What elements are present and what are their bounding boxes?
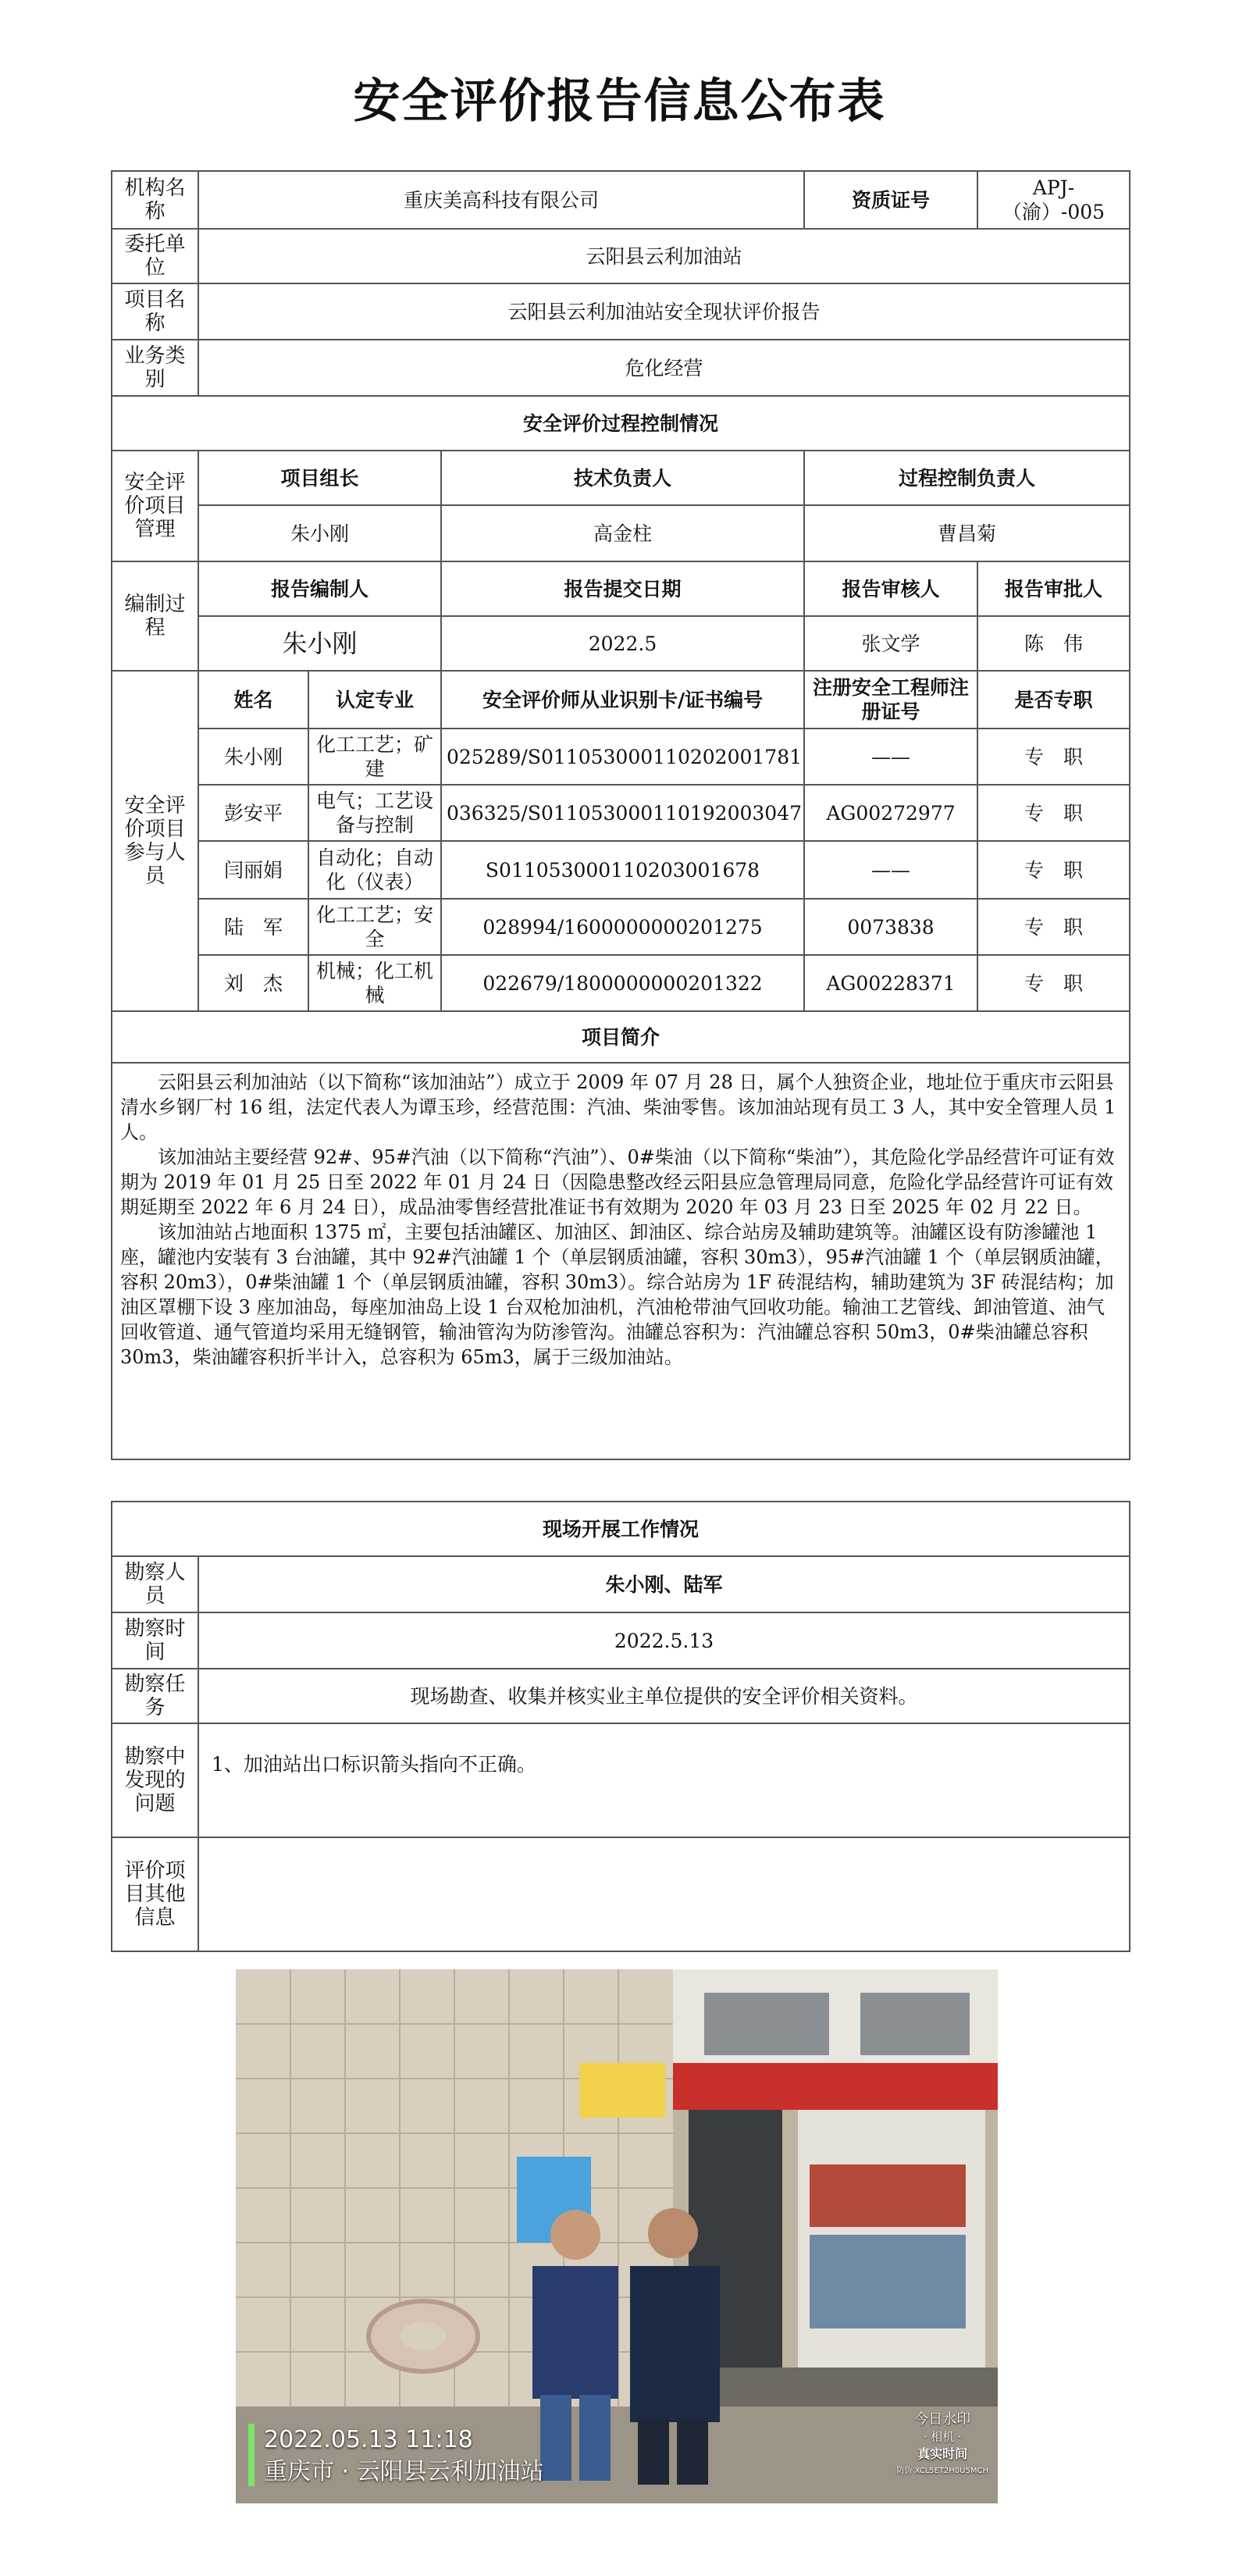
staff-row [112, 955, 1130, 1011]
mgmt-header-leader: 项目组长 [198, 451, 441, 505]
staff-label: 安全评价项目参与人员 [112, 671, 198, 1011]
staff-name: 彭安平 [198, 785, 308, 841]
other-value [198, 1837, 1130, 1951]
staff-card: S011053000110203001678 [441, 841, 804, 899]
staff-fulltime: 专 职 [977, 955, 1130, 1011]
staff-fulltime: 专 职 [977, 785, 1130, 841]
staff-fulltime: 专 职 [977, 729, 1130, 785]
staff-fulltime: 专 职 [977, 899, 1130, 955]
compile-value-approver: 陈 伟 [977, 616, 1130, 671]
watermark-line2: · 相机 · [923, 2430, 962, 2444]
compile-header-approver: 报告审批人 [977, 561, 1130, 616]
biz-value: 危化经营 [198, 340, 1130, 396]
staff-reg: 0073838 [804, 899, 977, 955]
watermark-logo [896, 2411, 988, 2480]
staff-row [112, 785, 1130, 841]
staff-header-major: 认定专业 [308, 671, 441, 729]
staff-reg: —— [804, 841, 977, 899]
site-table [111, 1501, 1130, 1952]
compile-header-date: 报告提交日期 [441, 561, 804, 616]
staff-fulltime: 专 职 [977, 841, 1130, 899]
client-value: 云阳县云利加油站 [198, 229, 1130, 283]
photo-location: 重庆市 · 云阳县云利加油站 [264, 2458, 544, 2485]
mgmt-value-leader: 朱小刚 [198, 505, 441, 561]
site-photo-scene [236, 1969, 998, 2503]
staff-reg: AG00228371 [804, 955, 977, 1011]
compile-label: 编制过程 [112, 561, 198, 671]
project-label: 项目名称 [112, 283, 198, 340]
intro-paragraph: 云阳县云利加油站（以下简称“该加油站”）成立于 2009 年 07 月 28 日，属个人独资企业，地址位于重庆市云阳县清水乡钢厂村 16 组，法定代表人为谭玉珍，经营范围：汽油、柴油零售。该加油站现有员工 3 人，其中安全管理人员 1 人。 [120, 1071, 1116, 1143]
photo-timestamp: 2022.05.13 11:18 [264, 2426, 473, 2453]
intro-body [112, 1063, 1130, 1459]
client-label: 委托单位 [112, 229, 198, 283]
intro-paragraph: 该加油站占地面积 1375 ㎡，主要包括油罐区、加油区、卸油区、综合站房及辅助建筑等。油罐区设有防渗罐池 1 座，罐池内安装有 3 台油罐，其中 92#汽油罐 1 个（单层钢质油罐，容积 30m3），95#汽油罐 1 个（单层钢质油罐，容积 20m3），0#柴油罐 1 个（单层钢质油罐，容积 30m3）。综合站房为 1F 砖混结构，辅助建筑为 3F 砖混结构；加油区罩棚下设 3 座加油岛，每座加油岛上设 1 台双枪加油机，汽油枪带油气回收功能。输油工艺管线、卸油管道、油气回收管道、通气管道均采用无缝钢管，输油管沟为防渗管沟。油罐总容积为：汽油罐总容积 50m3，0#柴油罐总容积 30m3，柴油罐容积折半计入，总容积为 65m3，属于三级加油站。 [120, 1221, 1114, 1368]
mgmt-header-control: 过程控制负责人 [804, 451, 1130, 505]
staff-row [112, 729, 1130, 785]
staff-card: 036325/S011053000110192003047 [441, 785, 804, 841]
org-label: 机构名称 [112, 171, 198, 229]
staff-header-name: 姓名 [198, 671, 308, 729]
staff-name: 刘 杰 [198, 955, 308, 1011]
compile-header-reviewer: 报告审核人 [804, 561, 977, 616]
info-table [111, 170, 1130, 1460]
issues-value: 1、加油站出口标识箭头指向不正确。 [198, 1723, 1130, 1837]
other-label: 评价项目其他信息 [112, 1837, 198, 1951]
watermark-line3: 真实时间 [917, 2446, 968, 2461]
persons-value: 朱小刚、陆军 [198, 1556, 1130, 1612]
compile-value-author: 朱小刚 [198, 616, 441, 671]
org-value: 重庆美高科技有限公司 [198, 171, 804, 229]
staff-row [112, 899, 1130, 955]
staff-card: 025289/S011053000110202001781 [441, 729, 804, 785]
staff-row [112, 841, 1130, 899]
time-value: 2022.5.13 [198, 1612, 1130, 1669]
site-photo [236, 1969, 998, 2503]
project-value: 云阳县云利加油站安全现状评价报告 [198, 283, 1130, 340]
compile-header-author: 报告编制人 [198, 561, 441, 616]
time-label: 勘察时间 [112, 1612, 198, 1669]
site-heading: 现场开展工作情况 [112, 1502, 1130, 1556]
compile-value-date: 2022.5 [441, 616, 804, 671]
stamp-accent-bar [248, 2424, 255, 2486]
biz-label: 业务类别 [112, 340, 198, 396]
staff-name: 闫丽娟 [198, 841, 308, 899]
process-heading: 安全评价过程控制情况 [112, 396, 1130, 451]
staff-major: 化工工艺；矿建 [308, 729, 441, 785]
staff-name: 陆 军 [198, 899, 308, 955]
cert-value: APJ-（渝）-005 [977, 171, 1130, 229]
intro-heading: 项目简介 [112, 1011, 1130, 1063]
intro-paragraph: 该加油站主要经营 92#、95#汽油（以下简称“汽油”）、0#柴油（以下简称“柴油”），其危险化学品经营许可证有效期为 2019 年 01 月 25 日至 2022 年 01 月 24 日（因隐患整改经云阳县应急管理局同意，危险化学品经营许可证有效期延期至 2022 年 6 月 24 日），成品油零售经营批准证书有效期为 2020 年 03 月 23 日至 2025 年 02 月 22 日。 [120, 1146, 1115, 1218]
staff-card: 028994/1600000000201275 [441, 899, 804, 955]
staff-major: 化工工艺；安全 [308, 899, 441, 955]
staff-reg: —— [804, 729, 977, 785]
staff-reg: AG00272977 [804, 785, 977, 841]
mgmt-value-tech: 高金柱 [441, 505, 804, 561]
staff-header-fulltime: 是否专职 [977, 671, 1130, 729]
issues-label: 勘察中发现的问题 [112, 1723, 198, 1837]
watermark-code: 防伪 XCL5ET2H0U5MCH [896, 2467, 988, 2475]
staff-major: 电气；工艺设备与控制 [308, 785, 441, 841]
compile-value-reviewer: 张文学 [804, 616, 977, 671]
task-label: 勘察任务 [112, 1669, 198, 1723]
mgmt-header-tech: 技术负责人 [441, 451, 804, 505]
page-title: 安全评价报告信息公布表 [353, 74, 886, 129]
staff-name: 朱小刚 [198, 729, 308, 785]
cert-label: 资质证号 [804, 171, 977, 229]
staff-header-reg: 注册安全工程师注册证号 [804, 671, 977, 729]
staff-header-card: 安全评价师从业识别卡/证书编号 [441, 671, 804, 729]
task-value: 现场勘查、收集并核实业主单位提供的安全评价相关资料。 [198, 1669, 1130, 1723]
mgmt-value-control: 曹昌菊 [804, 505, 1130, 561]
staff-card: 022679/1800000000201322 [441, 955, 804, 1011]
watermark-line1: 今日水印 [914, 2411, 971, 2428]
mgmt-label: 安全评价项目管理 [112, 451, 198, 561]
staff-major: 自动化；自动化（仪表） [308, 841, 441, 899]
staff-major: 机械；化工机械 [308, 955, 441, 1011]
persons-label: 勘察人员 [112, 1556, 198, 1612]
